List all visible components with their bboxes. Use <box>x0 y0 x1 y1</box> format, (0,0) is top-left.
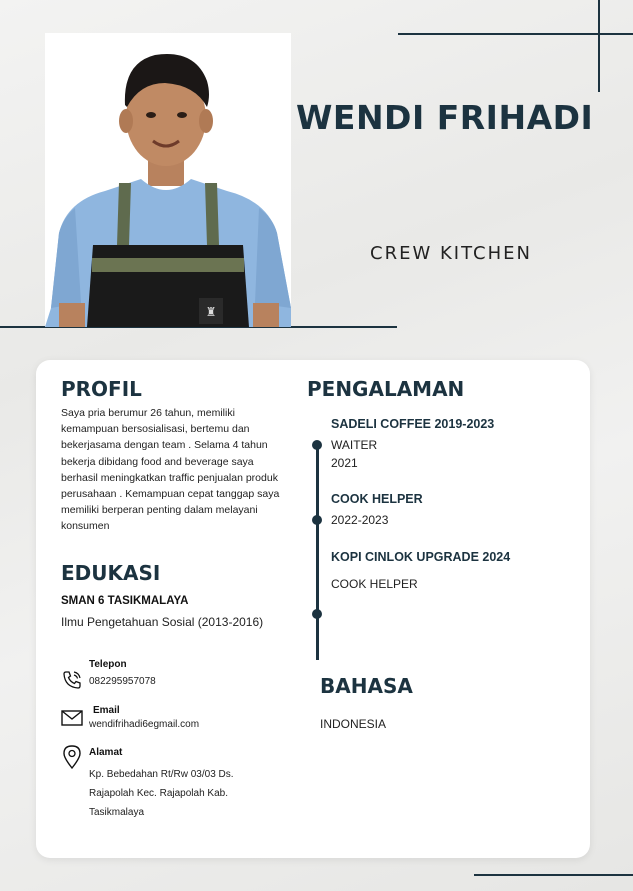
phone-label: Telepon <box>89 659 127 670</box>
school-major: Ilmu Pengetahuan Sosial (2013-2016) <box>61 615 264 629</box>
phone-icon <box>62 670 82 690</box>
timeline-dot <box>312 609 322 619</box>
language-value: INDONESIA <box>320 717 387 731</box>
experience-title: COOK HELPER <box>331 492 423 506</box>
email-label: Email <box>93 705 120 716</box>
pengalaman-heading: PENGALAMAN <box>307 377 465 401</box>
bahasa-heading: BAHASA <box>320 674 413 698</box>
phone-value: 082295957078 <box>89 676 156 687</box>
experience-role: COOK HELPER <box>331 577 418 591</box>
timeline-dot <box>312 440 322 450</box>
edukasi-heading: EDUKASI <box>61 561 161 585</box>
experience-year: 2022-2023 <box>331 513 389 527</box>
location-pin-icon <box>63 745 81 769</box>
email-icon <box>61 710 83 726</box>
decor-line-bottom <box>474 874 633 876</box>
school-name: SMAN 6 TASIKMALAYA <box>61 595 189 607</box>
experience-year: 2021 <box>331 456 358 470</box>
profil-text: Saya pria berumur 26 tahun, memiliki kemampuan bersosialisasi, bertemu dan bekerjasama dengan team . Selama 4 tahun bekerja dibidang food and beverage saya berhasil meningkatkan traffic penjualan produk perusahaan . Kemampuan cepat tanggap saya memiliki berperan penting dalam melayani konsumen <box>61 407 280 533</box>
person-name: WENDI FRIHADI <box>296 98 594 137</box>
profile-photo <box>45 33 291 327</box>
email-value: wendifrihadi6egmail.com <box>89 719 200 730</box>
decor-line-vertical <box>598 0 600 92</box>
experience-title: SADELI COFFEE 2019-2023 <box>331 417 495 431</box>
timeline-line <box>316 444 319 660</box>
profil-heading: PROFIL <box>61 377 142 401</box>
address-label: Alamat <box>89 747 123 758</box>
experience-role: WAITER <box>331 438 378 452</box>
address-value: Kp. Bebedahan Rt/Rw 03/03 Ds. Rajapolah Kec. Rajapolah Kab. Tasikmalaya <box>89 769 234 818</box>
experience-title: KOPI CINLOK UPGRADE 2024 <box>331 550 511 564</box>
timeline-dot <box>312 515 322 525</box>
job-title: CREW KITCHEN <box>370 243 532 264</box>
svg-text:♜: ♜ <box>205 305 217 319</box>
